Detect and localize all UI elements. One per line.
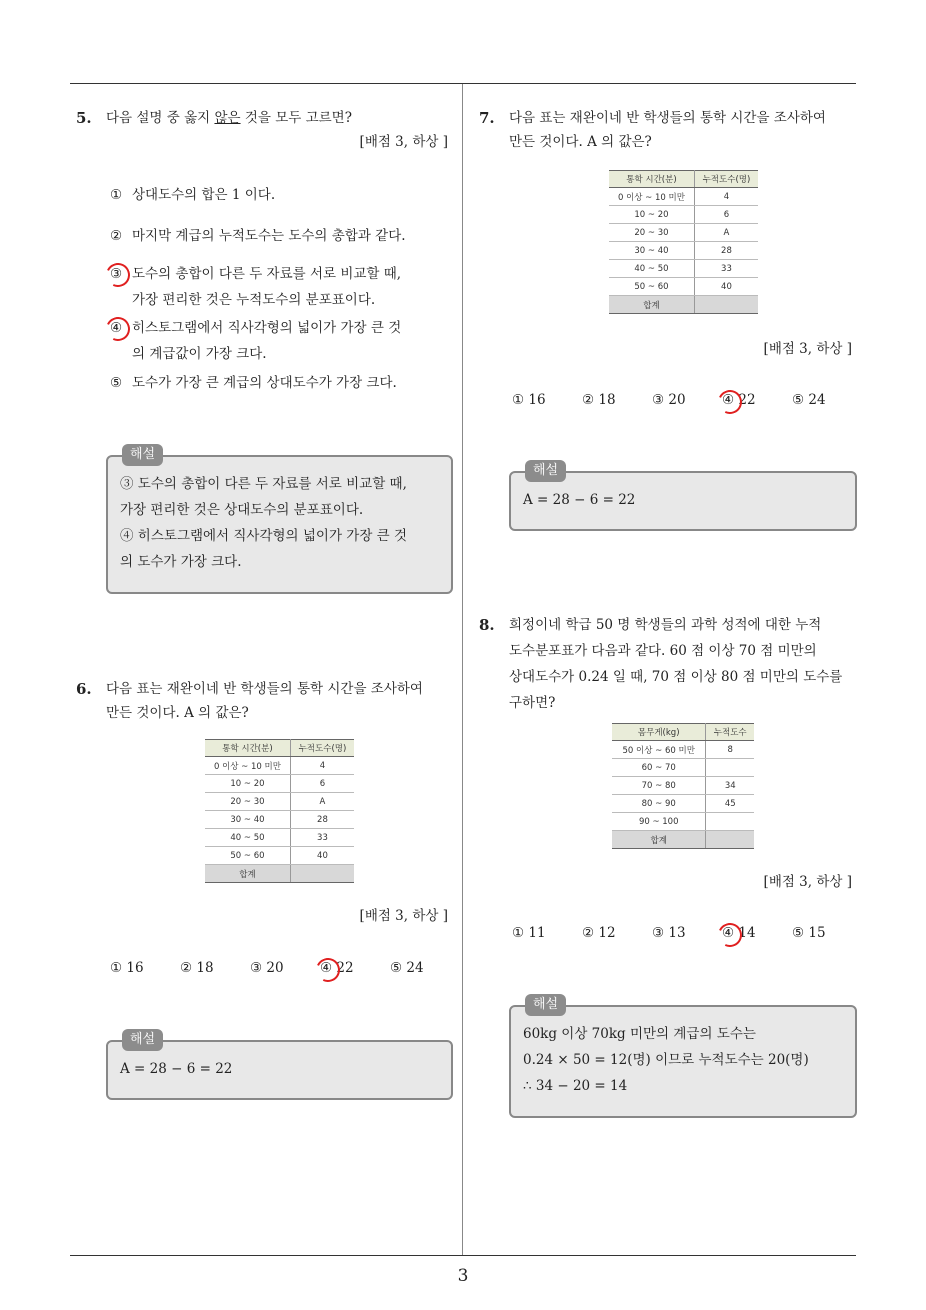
red-circle-mark: ④: [110, 315, 132, 341]
q5-option-5: ⑤ 도수가 가장 큰 계급의 상대도수가 가장 크다.: [110, 375, 397, 391]
choice: ③ 20: [652, 392, 686, 408]
solution-line: A = 28 − 6 = 22: [523, 492, 636, 508]
solution-label: 해설: [525, 994, 566, 1016]
question-text: 다음 설명 중 옳지 않은 것을 모두 고르면?: [106, 110, 352, 126]
choice-circled: ④ 22: [320, 956, 390, 980]
solution-label: 해설: [122, 444, 163, 466]
choice: ⑤ 24: [390, 960, 424, 976]
solution-line: ④ 히스토그램에서 직사각형의 넓이가 가장 큰 것: [120, 528, 408, 544]
table-total-row: 합계: [612, 831, 754, 849]
table-row: 0 이상 ~ 10 미만 4: [205, 757, 354, 775]
choice-circled: ④ 14: [722, 921, 792, 945]
question-number: 8.: [479, 616, 495, 634]
table-row: 60 ~ 70: [612, 759, 754, 777]
table-header: 몸무게(kg): [612, 724, 706, 741]
choice: ⑤ 24: [792, 392, 826, 408]
bottom-rule: [70, 1255, 856, 1256]
choice: ① 16: [512, 392, 546, 408]
table-total-row: 합계: [609, 296, 758, 314]
question-8: [479, 612, 859, 716]
choice: ② 12: [582, 925, 616, 941]
choice-circled: ④ 22: [722, 388, 792, 412]
table-header: 누적도수(명): [694, 171, 758, 188]
q5-option-2: ② 마지막 계급의 누적도수는 도수의 총합과 같다.: [110, 228, 406, 244]
solution-line: 의 도수가 가장 크다.: [120, 554, 242, 570]
solution-label: 해설: [122, 1029, 163, 1051]
table-row: 40 ~ 50 33: [609, 260, 758, 278]
choice: ① 16: [110, 960, 144, 976]
choice: ③ 20: [250, 960, 284, 976]
solution-line: 가장 편리한 것은 상대도수의 분포표이다.: [120, 502, 364, 518]
table-row: 20 ~ 30 A: [609, 224, 758, 242]
table-row: 20 ~ 30 A: [205, 793, 354, 811]
q5-option-3: ③ 도수의 총합이 다른 두 자료를 서로 비교할 때, 가장 편리한 것은 누적도수의 분포표이다.: [110, 261, 401, 313]
top-rule: [70, 83, 856, 84]
q5-option-1: ① 상대도수의 합은 1 이다.: [110, 187, 276, 203]
solution-label: 해설: [525, 460, 566, 482]
choice: ③ 13: [652, 925, 686, 941]
table-row: 50 ~ 60 40: [205, 847, 354, 865]
question-number: 7.: [479, 109, 495, 127]
table-row: 50 이상 ~ 60 미만 8: [612, 741, 754, 759]
q5-solution-box: [106, 447, 453, 594]
q8-frequency-table: [612, 723, 754, 849]
q7-frequency-table: [609, 170, 758, 314]
table-row: 70 ~ 80 34: [612, 777, 754, 795]
score: [배점 3, 하상 ]: [359, 134, 448, 150]
question-number: 6.: [76, 680, 92, 698]
q8-solution-box: [509, 997, 857, 1118]
table-row: 10 ~ 20 6: [609, 206, 758, 224]
q6-frequency-table: [205, 739, 354, 883]
question-text: 다음 표는 재완이네 반 학생들의 통학 시간을 조사하여 만든 것이다. A 의 값은?: [509, 110, 826, 150]
table-row: 80 ~ 90 45: [612, 795, 754, 813]
solution-line: 0.24 × 50 = 12(명) 이므로 누적도수는 20(명): [523, 1052, 809, 1068]
question-text: 희정이네 학급 50 명 학생들의 과학 성적에 대한 누적 도수분포표가 다음과 같다. 60 점 이상 70 점 미만의 상대도수가 0.24 일 때, 70 점 이상 80 점 미만의 도수를 구하면?: [509, 617, 843, 711]
q6-score: [배점 3, 하상 ]: [359, 908, 448, 924]
q7-score: [배점 3, 하상 ]: [763, 341, 852, 357]
column-separator: [462, 84, 463, 1256]
q5-option-4: ④ 히스토그램에서 직사각형의 넓이가 가장 큰 것 의 계급값이 가장 크다.: [110, 315, 401, 367]
q6-solution-box: [106, 1032, 453, 1100]
table-header: 통학 시간(분): [205, 740, 290, 757]
question-6: [76, 677, 456, 725]
table-row: 0 이상 ~ 10 미만 4: [609, 188, 758, 206]
table-header: 누적도수: [706, 724, 754, 741]
q6-choices: [110, 956, 440, 980]
choice: ① 11: [512, 925, 546, 941]
q7-solution-box: [509, 463, 857, 531]
question-number: 5.: [76, 109, 92, 127]
table-row: 30 ~ 40 28: [205, 811, 354, 829]
table-row: 90 ~ 100: [612, 813, 754, 831]
table-row: 50 ~ 60 40: [609, 278, 758, 296]
table-row: 30 ~ 40 28: [609, 242, 758, 260]
choice: ② 18: [180, 960, 214, 976]
question-5: [76, 106, 448, 154]
table-row: 10 ~ 20 6: [205, 775, 354, 793]
table-total-row: 합계: [205, 865, 354, 883]
q8-choices: [512, 921, 842, 945]
question-text: 다음 표는 재완이네 반 학생들의 통학 시간을 조사하여 만든 것이다. A 의 값은?: [106, 681, 423, 721]
question-7: [479, 106, 859, 154]
solution-line: 60kg 이상 70kg 미만의 계급의 도수는: [523, 1026, 756, 1042]
solution-line: A = 28 − 6 = 22: [120, 1061, 233, 1077]
q8-score: [배점 3, 하상 ]: [763, 874, 852, 890]
table-row: 40 ~ 50 33: [205, 829, 354, 847]
solution-line: ③ 도수의 총합이 다른 두 자료를 서로 비교할 때,: [120, 476, 407, 492]
red-circle-mark: ③: [110, 261, 132, 287]
choice: ⑤ 15: [792, 925, 826, 941]
choice: ② 18: [582, 392, 616, 408]
page-number: 3: [457, 1266, 469, 1286]
table-header: 통학 시간(분): [609, 171, 694, 188]
solution-line: ∴ 34 − 20 = 14: [523, 1078, 628, 1094]
table-header: 누적도수(명): [290, 740, 354, 757]
q7-choices: [512, 388, 842, 412]
